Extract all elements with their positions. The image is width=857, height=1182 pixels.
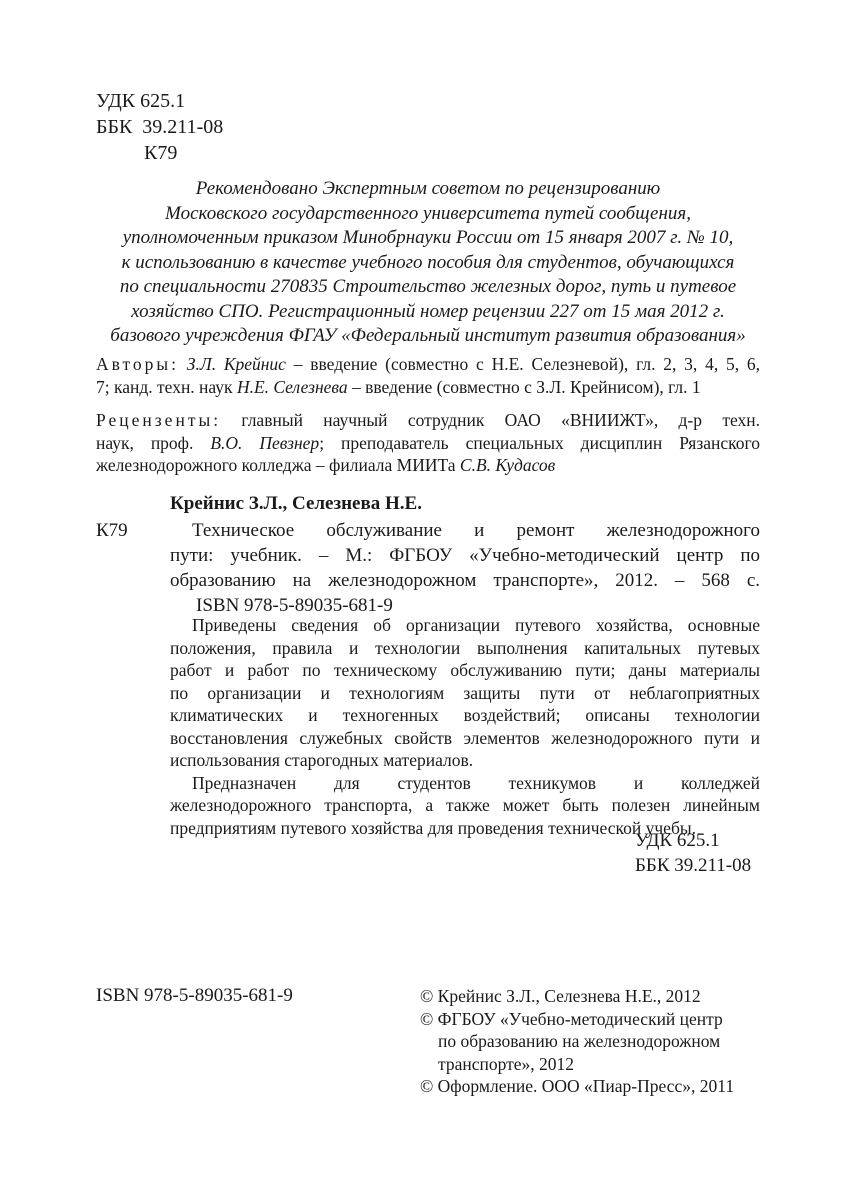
- copyright-line: по образованию на железнодорожном: [438, 1031, 721, 1051]
- purpose-line: Предназначен для студентов техникумов и колледжей: [192, 772, 760, 793]
- recommendation-line: уполномоченным приказом Минобрнауки России от 15 января 2007 г. № 10,: [122, 227, 734, 248]
- reviewers-text: главный научный сотрудник ОАО «ВНИИЖТ», д-р техн.: [221, 410, 760, 430]
- reviewers-text: железнодорожного колледжа – филиала МИИТа: [96, 455, 460, 475]
- recommendation-line: по специальности 270835 Строительство железных дорог, путь и путевое: [119, 276, 737, 297]
- authors-line: [96, 353, 760, 376]
- reviewers-line: [96, 409, 760, 432]
- authors-paragraph: [96, 353, 760, 398]
- authors-text: – введение (совместно с Н.Е. Селезневой), гл. 2, 3, 4, 5, 6,: [285, 354, 760, 374]
- reviewers-line: [96, 432, 760, 455]
- book-authors-heading: Крейнис З.Л., Селезнева Н.Е.: [170, 493, 422, 514]
- abstract-line: положения, правила и технологии выполнения капитальных путевых: [170, 637, 760, 658]
- udk-block-top: [96, 88, 223, 166]
- udk-block-bottom: [635, 828, 751, 878]
- abstract-line: использования старогодных материалов.: [170, 750, 474, 770]
- biblio-line: Техническое обслуживание и ремонт железнодорожного: [192, 520, 760, 541]
- abstract-line: работ и работ по техническому обслуживанию пути; даны материалы: [170, 660, 760, 680]
- udk-code: УДК 625.1: [96, 90, 186, 112]
- author-name: Н.Е. Селезнева: [236, 376, 348, 397]
- reviewer-name: С.В. Кудасов: [459, 455, 556, 475]
- udk-code: УДК 625.1: [635, 830, 720, 851]
- authors-line: [96, 376, 760, 399]
- biblio-line: образованию на железнодорожном транспорте», 2012. – 568 с.: [170, 570, 760, 591]
- isbn: ISBN 978-5-89035-681-9: [196, 595, 393, 616]
- copyright-line: © ФГБОУ «Учебно-методический центр: [420, 1008, 723, 1029]
- copyright-line: © Оформление. ООО «Пиар-Пресс», 2011: [420, 1076, 735, 1096]
- abstract-line: восстановления служебных свойств элементов железнодорожного пути и: [170, 727, 760, 748]
- reviewers-text: наук, проф.: [96, 432, 211, 453]
- abstract-line: Приведены сведения об организации путевого хозяйства, основные: [192, 615, 760, 635]
- reviewers-line: [96, 454, 760, 477]
- bbk-code: ББК 39.211-08: [635, 855, 752, 876]
- copyright-line: © Крейнис З.Л., Селезнева Н.Е., 2012: [420, 986, 701, 1006]
- copyright-block: [420, 985, 734, 1098]
- recommendation-line: базового учреждения ФГАУ «Федеральный институт развития образования»: [110, 325, 746, 346]
- reviewer-name: В.О. Певзнер: [210, 432, 320, 453]
- abstract-line: климатических и техногенных воздействий; описаны технологии: [170, 705, 760, 725]
- authors-text: 7; канд. техн. наук: [96, 376, 237, 397]
- reviewers-text: ; преподаватель специальных дисциплин Рязанского: [319, 432, 761, 453]
- authors-text: – введение (совместно с З.Л. Крейнисом), гл. 1: [347, 376, 701, 397]
- author-mark-left: К79: [96, 520, 128, 541]
- biblio-line: пути: учебник. – М.: ФГБОУ «Учебно-методический центр по: [170, 545, 760, 566]
- purpose-line: железнодорожного транспорта, а также может быть полезен линейным: [170, 795, 760, 815]
- recommendation-line: Московского государственного университета путей сообщения,: [165, 202, 691, 224]
- abstract-line: по организации и технологиям защиты пути от неблагоприятных: [170, 682, 760, 703]
- purpose-line: предприятиям путевого хозяйства для проведения технической учебы.: [170, 817, 696, 838]
- recommendation-line: хозяйство СПО. Регистрационный номер рецензии 227 от 15 мая 2012 г.: [131, 300, 725, 322]
- reviewers-label: Рецензенты:: [96, 410, 222, 430]
- recommendation-line: к использованию в качестве учебного пособия для студентов, обучающихся: [121, 251, 735, 273]
- abstract: [170, 614, 760, 839]
- reviewers-paragraph: [96, 409, 760, 477]
- authors-label: Авторы:: [96, 354, 180, 374]
- recommendation-text: [96, 177, 760, 349]
- isbn-bottom: ISBN 978-5-89035-681-9: [96, 985, 293, 1006]
- recommendation-line: Рекомендовано Экспертным советом по рецензированию: [195, 178, 661, 199]
- author-name: З.Л. Крейнис: [186, 354, 286, 374]
- copyright-line: транспорте», 2012: [438, 1053, 575, 1074]
- bibliographic-description: [170, 518, 760, 618]
- bbk-code: ББК 39.211-08: [96, 116, 224, 138]
- author-mark: К79: [144, 142, 178, 164]
